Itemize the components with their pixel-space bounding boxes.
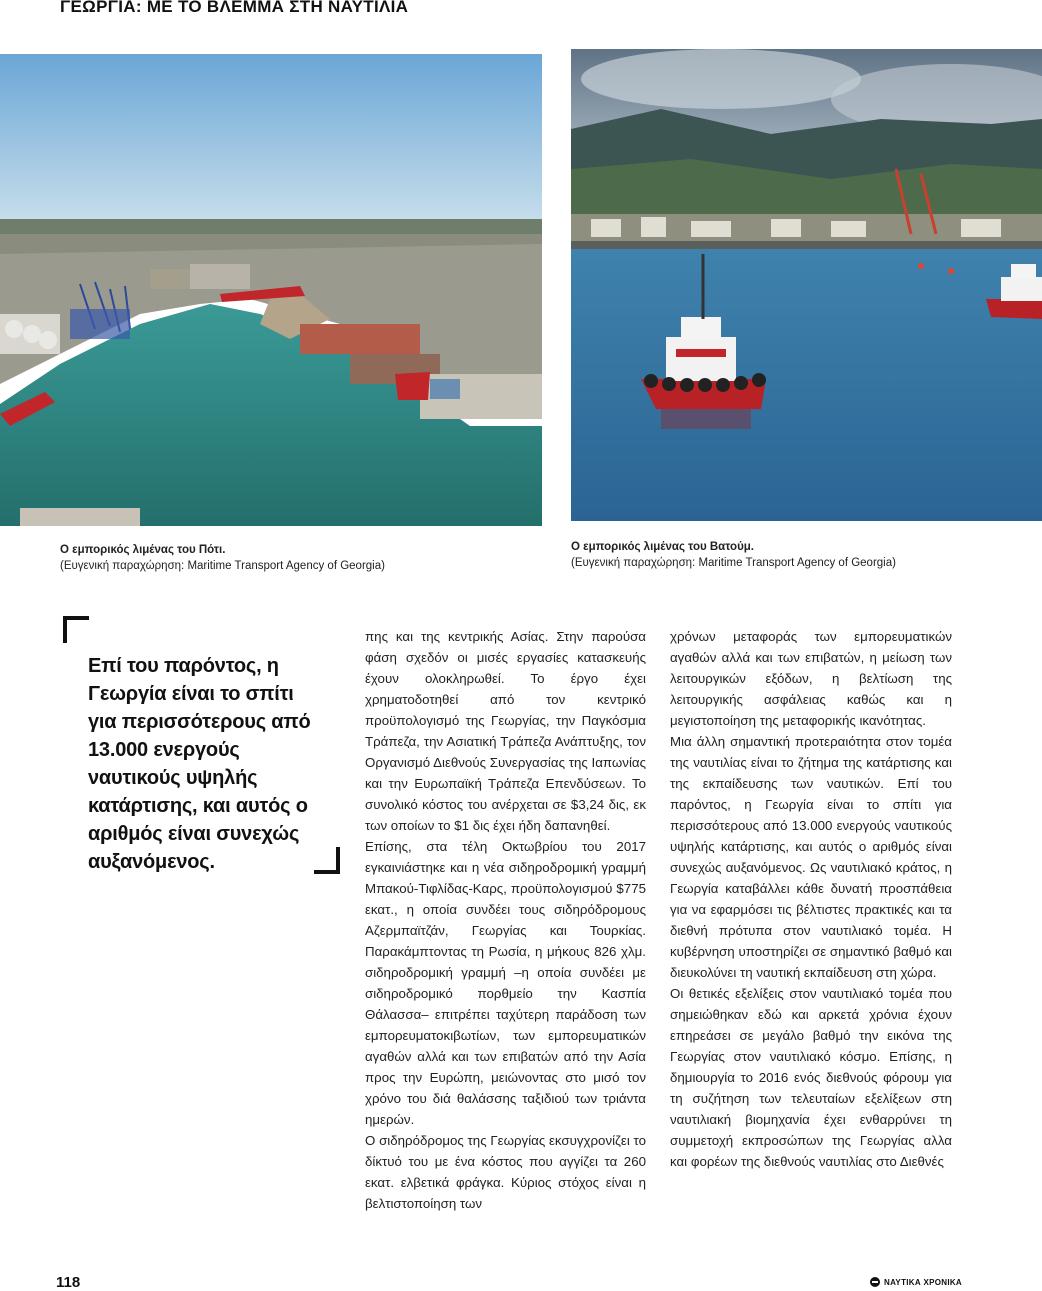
brand-logo-icon <box>870 1277 880 1287</box>
batumi-photo-caption <box>571 540 1031 571</box>
magazine-brand <box>870 1277 962 1287</box>
pull-quote: Επί του παρόντος, η Γεωργία είναι το σπίτι για περισσότερους από 13.000 ενεργούς ναυτικούς υψηλής κατάρτισης, και αυτός ο αριθμός είναι συνεχώς αυξανόμενος. <box>88 655 311 873</box>
quote-bracket-close <box>314 847 340 874</box>
quote-bracket-open <box>63 616 89 643</box>
paragraph: πης και της κεντρικής Ασίας. Στην παρούσα φάση σχεδόν οι μισές εργασίες κατασκευής έχουν ολοκληρωθεί. Το έργο έχει χρηματοδοτηθεί από τον κεντρικό προϋπολογισμό της Γεωργίας, την Παγκόσμια Τράπεζα, την Ασιατική Τράπεζα Ανάπτυξης, τον Οργανισμό Διεθνούς Συνεργασίας της Ιαπωνίας και την Ευρωπαϊκή Τράπεζα Επενδύσεων. Το συνολικό κόστος του ανέρχεται σε $3,24 δις, εκ των οποίων το $1 δις έχει ήδη δαπανηθεί. <box>365 629 646 833</box>
caption-title: Ο εμπορικός λιμένας του Πότι. <box>60 544 226 556</box>
paragraph: χρόνων μεταφοράς των εμπορευματικών αγαθών αλλά και των επιβατών, η μείωση των λειτουργικών εξόδων, η βελτίωση της λειτουργικής ασφάλειας καθώς και η μεγιστοποίηση της μεταφορικής ικανότητας. <box>670 629 952 728</box>
brand-name: ΝΑΥΤΙΚΑ ΧΡΟΝΙΚΑ <box>884 1277 962 1287</box>
section-header: ΓΕΩΡΓΙΑ: ΜΕ ΤΟ ΒΛΕΜΜΑ ΣΤΗ ΝΑΥΤΙΛΙΑ <box>60 0 409 16</box>
page-number: 118 <box>56 1274 81 1291</box>
paragraph: Οι θετικές εξελίξεις στον ναυτιλιακό τομέα που σημειώθηκαν εδώ και αρκετά χρόνια έχουν επηρεάσει σε μεγάλο βαθμό την εικόνα της Γεωργίας στον ναυτιλιακό κόσμο. Επίσης, η δημιουργία το 2016 ενός διεθνούς φόρουμ για τη συζήτηση των τελευταίων εξελίξεων στη ναυτιλιακή βιομηχανία έχει ενθαρρύνει τη συμμετοχή εκπροσώπων της Γεωργίας αλλα και φορέων της διεθνούς ναυτιλίας στο Διεθνές <box>670 986 952 1169</box>
paragraph: Ο σιδηρόδρομος της Γεωργίας εκσυγχρονίζει το δίκτυό του με ένα κόστος που αγγίζει τα 260 εκατ. ελβετικά φράγκα. Κύριος στόχος είναι η βελτιστοποίηση των <box>365 1133 646 1211</box>
article-column-right <box>670 626 952 1172</box>
caption-credit: (Ευγενική παραχώρηση: Maritime Transport Agency of Georgia) <box>571 556 896 569</box>
poti-photo-caption <box>60 543 530 574</box>
article-column-middle <box>365 626 646 1214</box>
paragraph: Επίσης, στα τέλη Οκτωβρίου του 2017 εγκαινιάστηκε και η νέα σιδηροδρομική γραμμή Μπακού-Τιφλίδας-Καρς, προϋπολογισμού $775 εκατ., η οποία συνδέει τους σιδηρόδρομους Αζερμπαϊτζάν, Γεωργίας και Τουρκίας. Παρακάμπτοντας τη Ρωσία, η μήκους 826 χλμ. σιδηροδρομική γραμμή –η οποία συνδέει με σιδηροδρομικό πορθμείο την Κασπία Θάλασσα– επιτρέπει ταχύτερη παράδοση των εμπορευματοκιβωτίων, των εμπορευματικών αγαθών αλλά και των επιβατών από την Ασία προς την Ευρώπη, μειώνοντας στο μισό τον χρόνο του διά θαλάσσης ταξιδιού των τριάντα ημερών. <box>365 839 646 1127</box>
poti-port-photo <box>0 54 542 526</box>
batumi-port-photo <box>571 49 1042 521</box>
caption-title: Ο εμπορικός λιμένας του Βατούμ. <box>571 541 755 553</box>
caption-credit: (Ευγενική παραχώρηση: Maritime Transport Agency of Georgia) <box>60 559 385 572</box>
paragraph: Μια άλλη σημαντική προτεραιότητα στον τομέα της ναυτιλίας είναι το ζήτημα της κατάρτισης και της εκπαίδευσης των ναυτικών. Επί του παρόντος, η Γεωργία είναι το σπίτι για περισσότερους από 13.000 ενεργούς ναυτικούς υψηλής κατάρτισης, και αυτός ο αριθμός είναι συνεχώς αυξανόμενος. Ως ναυτιλιακό κράτος, η Γεωργία καταβάλλει κάθε δυνατή προσπάθεια για να εφαρμόσει τις βέλτιστες πρακτικές και τα διεθνή πρότυπα στον ναυτιλιακό τομέα. Η κυβέρνηση υποστηρίζει σε σημαντικό βαθμό και διευκολύνει τη ναυτική εκπαίδευση στη χώρα. <box>670 734 952 980</box>
